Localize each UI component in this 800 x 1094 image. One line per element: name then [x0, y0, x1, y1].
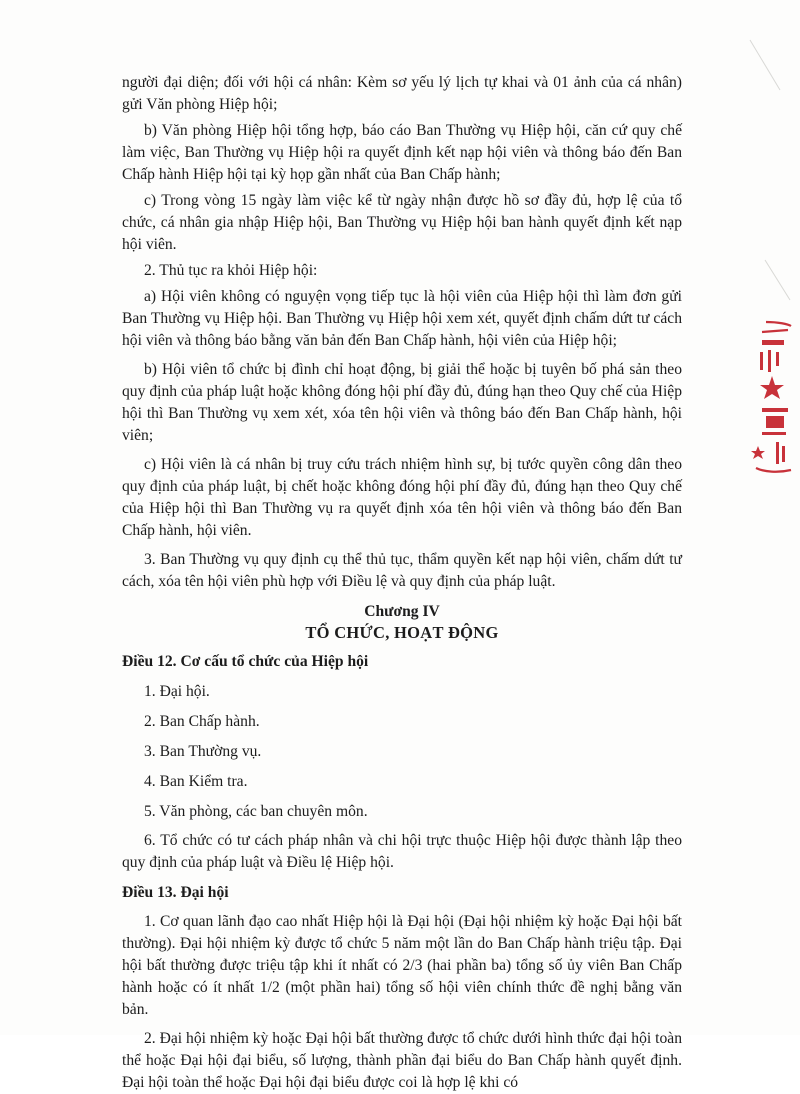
paragraph-continuation: người đại diện; đối với hội cá nhân: Kèm sơ yếu lý lịch tự khai và 01 ảnh của cá nhân) gửi Văn phòng Hiệp hội; [122, 74, 682, 113]
list-item: 3. Ban Thường vụ. [144, 743, 262, 760]
chapter-number: Chương IV [364, 603, 440, 620]
paragraph-clause-2c: c) Hội viên là cá nhân bị truy cứu trách nhiệm hình sự, bị tước quyền công dân theo quy định của pháp luật, bị chết hoặc không đóng hội phí đầy đủ, đúng hạn theo Quy chế của Hiệp hội thì Ban Thường vụ ra quyết định xóa tên hội viên và thông báo đến Ban Chấp hành, hội viên. [122, 456, 682, 539]
scan-artifact [710, 0, 800, 1035]
paragraph-clause-1c: c) Trong vòng 15 ngày làm việc kể từ ngày nhận được hồ sơ đầy đủ, hợp lệ của tổ chức, cá nhân gia nhập Hiệp hội, Ban Thường vụ Hiệp hội ban hành quyết định kết nạp hội viên. [122, 192, 682, 253]
paragraph-clause-2: 2. Thủ tục ra khỏi Hiệp hội: [144, 262, 318, 279]
article-12-clause-6: 6. Tổ chức có tư cách pháp nhân và chi hội trực thuộc Hiệp hội được thành lập theo quy định của pháp luật và Điều lệ Hiệp hội. [122, 832, 682, 871]
list-item: 1. Đại hội. [144, 683, 210, 700]
paragraph-clause-2b: b) Hội viên tổ chức bị đình chỉ hoạt động, bị giải thể hoặc bị tuyên bố phá sản theo quy định của pháp luật hoặc không đóng hội phí đầy đủ, đúng hạn theo Quy chế của Hiệp hội thì Ban Thường vụ xem xét, xóa tên hội viên và thông báo đến Ban Chấp hành, hội viên; [122, 361, 682, 444]
document-body [122, 72, 682, 1094]
chapter-title: TỔ CHỨC, HOẠT ĐỘNG [305, 623, 499, 642]
chapter-heading [122, 601, 682, 643]
article-13-clause-2: 2. Đại hội nhiệm kỳ hoặc Đại hội bất thường được tổ chức dưới hình thức đại hội toàn thể hoặc Đại hội đại biểu, số lượng, thành phần đại biểu do Ban Chấp hành quyết định. Đại hội toàn thể hoặc Đại hội đại biểu được coi là hợp lệ khi có [122, 1030, 682, 1091]
article-12-list [122, 681, 682, 823]
list-item: 2. Ban Chấp hành. [144, 713, 260, 730]
article-13-heading: Điều 13. Đại hội [122, 884, 229, 901]
list-item: 4. Ban Kiểm tra. [144, 773, 248, 790]
paragraph-clause-2a: a) Hội viên không có nguyện vọng tiếp tục là hội viên của Hiệp hội thì làm đơn gửi Ban Thường vụ Hiệp hội. Ban Thường vụ Hiệp hội xem xét, quyết định chấm dứt tư cách hội viên và thông báo bằng văn bản đến Ban Chấp hành, hội viên của Hiệp hội; [122, 288, 682, 349]
article-12-heading: Điều 12. Cơ cấu tổ chức của Hiệp hội [122, 653, 369, 670]
list-item: 5. Văn phòng, các ban chuyên môn. [144, 803, 368, 820]
paragraph-clause-1b: b) Văn phòng Hiệp hội tổng hợp, báo cáo Ban Thường vụ Hiệp hội, căn cứ quy chế làm việc, Ban Thường vụ Hiệp hội ra quyết định kết nạp hội viên và thông báo đến Ban Chấp hành Hiệp hội tại kỳ họp gần nhất của Ban Chấp hành; [122, 122, 682, 183]
article-13-clause-1: 1. Cơ quan lãnh đạo cao nhất Hiệp hội là Đại hội (Đại hội nhiệm kỳ hoặc Đại hội bất thường). Đại hội nhiệm kỳ được tổ chức 5 năm một lần do Ban Chấp hành triệu tập. Đại hội bất thường được triệu tập khi ít nhất có 2/3 (hai phần ba) tổng số ủy viên Ban Chấp hành hoặc có ít nhất 1/2 (một phần hai) tổng số hội viên chính thức đề nghị bằng văn bản. [122, 913, 682, 1018]
paragraph-clause-3: 3. Ban Thường vụ quy định cụ thể thủ tục, thẩm quyền kết nạp hội viên, chấm dứt tư cách, xóa tên hội viên phù hợp với Điều lệ và quy định của pháp luật. [122, 551, 682, 590]
